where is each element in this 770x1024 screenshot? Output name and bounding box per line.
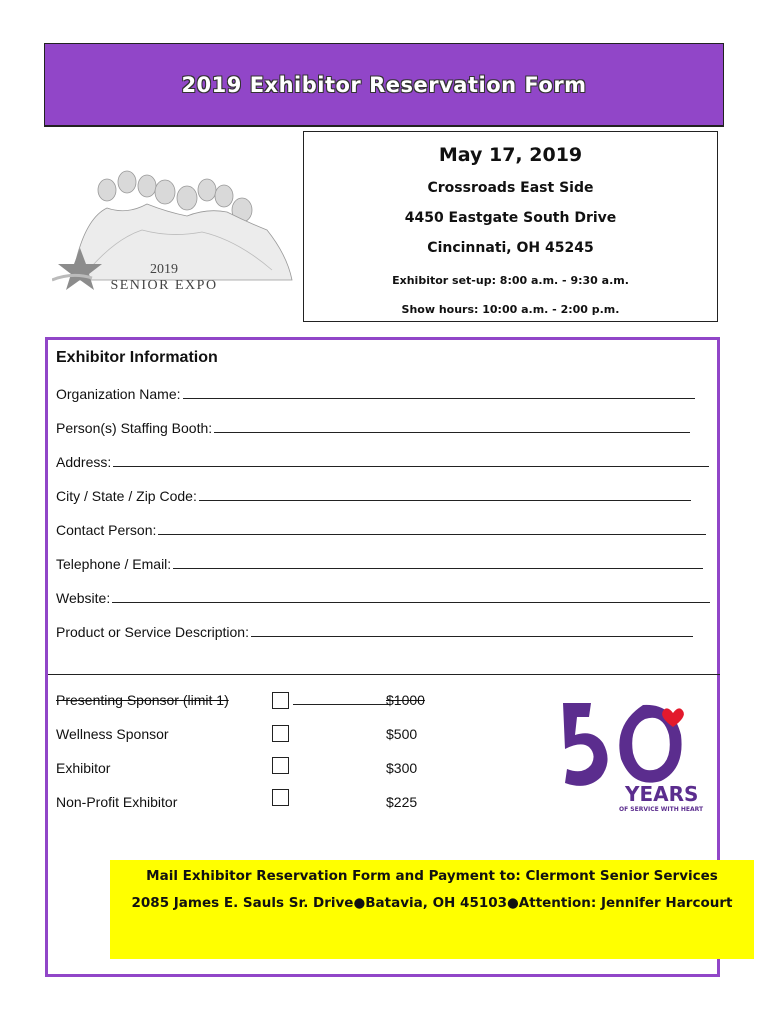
- staffing-label: Person(s) Staffing Booth:: [56, 420, 213, 436]
- event-street: 4450 Eastgate South Drive: [404, 210, 617, 226]
- option-presenting-label: Presenting Sponsor (limit 1): [56, 692, 229, 708]
- option-wellness-price: $500: [386, 726, 418, 742]
- mailing-instructions: [110, 860, 754, 959]
- description-label: Product or Service Description:: [56, 624, 249, 640]
- contact-label: Contact Person:: [56, 522, 157, 538]
- option-presenting-checkbox[interactable]: [272, 692, 289, 709]
- exhibitor-info-section: [45, 337, 733, 977]
- senior-expo-wordmark: [52, 262, 242, 294]
- address-line[interactable]: [113, 465, 709, 467]
- address-field[interactable]: [56, 454, 709, 470]
- event-details: [303, 131, 718, 322]
- telephone-line[interactable]: [173, 567, 703, 569]
- website-label: Website:: [56, 590, 111, 606]
- setup-time: Exhibitor set-up: 8:00 a.m. - 9:30 a.m.: [392, 274, 629, 287]
- option-nonprofit-label: Non-Profit Exhibitor: [56, 794, 178, 810]
- option-presenting-price: $1000: [386, 692, 425, 708]
- description-field[interactable]: [56, 624, 693, 640]
- section-heading: Exhibitor Information: [56, 349, 218, 366]
- option-nonprofit-checkbox[interactable]: [272, 789, 289, 806]
- option-presenting-strike: [293, 704, 389, 705]
- expo-year: 2019: [150, 262, 178, 277]
- event-city: Cincinnati, OH 45245: [427, 240, 594, 256]
- section-divider: [48, 674, 720, 675]
- telephone-field[interactable]: [56, 556, 703, 572]
- mail-line-1: Mail Exhibitor Reservation Form and Payment to: Clermont Senior Services: [146, 868, 718, 884]
- option-exhibitor-price: $300: [386, 760, 418, 776]
- staffing-line[interactable]: [214, 431, 690, 433]
- expo-name: SENIOR EXPO: [110, 278, 218, 293]
- years-word: YEARS: [625, 782, 699, 806]
- telephone-label: Telephone / Email:: [56, 556, 172, 572]
- show-hours: Show hours: 10:00 a.m. - 2:00 p.m.: [401, 303, 620, 316]
- form-title: 2019 Exhibitor Reservation Form: [181, 72, 587, 97]
- years-tagline: OF SERVICE WITH HEART: [619, 806, 704, 813]
- event-venue: Crossroads East Side: [427, 180, 594, 196]
- event-date: May 17, 2019: [438, 144, 583, 166]
- option-nonprofit-price: $225: [386, 794, 418, 810]
- option-exhibitor-checkbox[interactable]: [272, 757, 289, 774]
- contact-field[interactable]: [56, 522, 706, 538]
- option-exhibitor-label: Exhibitor: [56, 760, 111, 776]
- description-line[interactable]: [251, 635, 693, 637]
- city-state-zip-line[interactable]: [199, 499, 691, 501]
- city-state-zip-label: City / State / Zip Code:: [56, 488, 197, 504]
- title-banner: [44, 43, 724, 127]
- organization-field[interactable]: [56, 386, 695, 402]
- address-label: Address:: [56, 454, 112, 470]
- option-wellness-label: Wellness Sponsor: [56, 726, 169, 742]
- fifty-years-logo: [553, 695, 713, 815]
- staffing-field[interactable]: [56, 420, 690, 436]
- website-field[interactable]: [56, 590, 710, 606]
- mail-line-2: 2085 James E. Sauls Sr. Drive●Batavia, OH 45103●Attention: Jennifer Harcourt: [131, 895, 733, 911]
- organization-line[interactable]: [183, 397, 695, 399]
- city-state-zip-field[interactable]: [56, 488, 691, 504]
- website-line[interactable]: [112, 601, 710, 603]
- contact-line[interactable]: [158, 533, 706, 535]
- organization-label: Organization Name:: [56, 386, 181, 402]
- option-wellness-checkbox[interactable]: [272, 725, 289, 742]
